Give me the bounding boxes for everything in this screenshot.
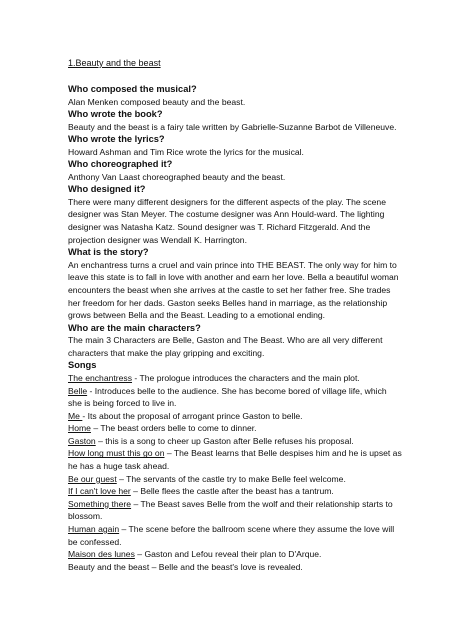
- question-heading: What is the story?: [68, 247, 149, 258]
- song-item: [68, 485, 402, 498]
- song-name: How long must this go on: [68, 448, 165, 459]
- song-name: Be our guest: [68, 473, 117, 484]
- question-heading: Who composed the musical?: [68, 84, 197, 94]
- qa-section: [68, 83, 402, 359]
- song-name: Me: [68, 410, 83, 421]
- song-description: – Gaston and Lefou reveal their plan to D'Arque.: [134, 549, 322, 560]
- song-description: – The servants of the castle try to make Belle feel welcome.: [116, 473, 346, 484]
- document-title: 1.Beauty and the beast: [68, 58, 161, 68]
- song-name: The enchantress: [68, 372, 133, 383]
- song-name: Maison des lunes: [68, 549, 135, 560]
- song-description: – Belle and the beast's love is revealed.: [149, 561, 303, 572]
- song-description: – The Beast learns that Belle despises him and he is upset as he has a huge task ahead.: [68, 448, 402, 472]
- songs-heading: Songs: [68, 360, 97, 371]
- song-description: – The beast orders belle to come to dinner.: [90, 423, 257, 434]
- song-description: - The prologue introduces the characters and the main plot.: [132, 372, 360, 383]
- song-item: [68, 498, 402, 523]
- song-item: [68, 385, 402, 410]
- answer-text: The main 3 Characters are Belle, Gaston and The Beast. Who are all very different characters that make the play gripping and exciting.: [68, 335, 383, 358]
- song-name: Belle: [68, 385, 88, 396]
- song-item: [68, 372, 402, 385]
- question-heading: Who designed it?: [68, 184, 146, 195]
- song-item: [68, 447, 402, 472]
- song-item: [68, 548, 402, 561]
- answer-text: Alan Menken composed beauty and the beast.: [68, 96, 246, 107]
- question-heading: Who are the main characters?: [68, 322, 201, 333]
- question-heading: Who wrote the book?: [68, 109, 163, 120]
- answer-text: There were many different designers for the different aspects of the play. The scene designer was Stan Meyer. The costume designer was Ann Hould-ward. The lighting designer was Natasha Katz. Sound designer was T. Richard Fitzgerald. And the projection designer was Wendall K. Harrington.: [68, 196, 386, 245]
- song-item: [68, 422, 402, 435]
- song-item: [68, 561, 402, 574]
- songs-list: [68, 372, 402, 574]
- answer-text: An enchantress turns a cruel and vain prince into THE BEAST. The only way for him to leave this state is to fall in love with another and earn her love. Bella a beautiful woman encounters the beast when she arrives at the castle to set her father free. She trades her freedom for her dads. Gaston seeks Belles hand in marriage, as the relationship grows between Bella and the Beast. Leading to a emotional ending.: [68, 259, 399, 321]
- answer-text: Beauty and the beast is a fairy tale written by Gabrielle-Suzanne Barbot de Villeneuve.: [68, 121, 397, 132]
- song-name: Home: [68, 423, 91, 434]
- song-item: [68, 523, 402, 548]
- song-item: [68, 435, 402, 448]
- song-item: [68, 473, 402, 486]
- song-item: [68, 410, 402, 423]
- song-name: Gaston: [68, 435, 96, 446]
- song-description: - Introduces belle to the audience. She has become bored of village life, which she is being forced to live in.: [68, 385, 387, 409]
- song-description: – Belle flees the castle after the beast has a tantrum.: [130, 486, 334, 497]
- question-heading: Who wrote the lyrics?: [68, 134, 165, 145]
- song-description: – this is a song to cheer up Gaston after Belle refuses his proposal.: [95, 435, 354, 446]
- song-name: Human again: [68, 524, 120, 535]
- answer-text: Anthony Van Laast choreographed beauty and the beast.: [68, 171, 286, 182]
- question-heading: Who choreographed it?: [68, 159, 173, 170]
- song-name: Beauty and the beast: [68, 561, 150, 572]
- song-name: If I can't love her: [68, 486, 131, 497]
- song-name: Something there: [68, 498, 132, 509]
- answer-text: Howard Ashman and Tim Rice wrote the lyrics for the musical.: [68, 146, 304, 157]
- song-description: - Its about the proposal of arrogant prince Gaston to belle.: [82, 410, 303, 421]
- song-description: – The scene before the ballroom scene where they assume the love will be confessed.: [68, 524, 395, 547]
- song-description: – The Beast saves Belle from the wolf and their relationship starts to blossom.: [68, 498, 393, 522]
